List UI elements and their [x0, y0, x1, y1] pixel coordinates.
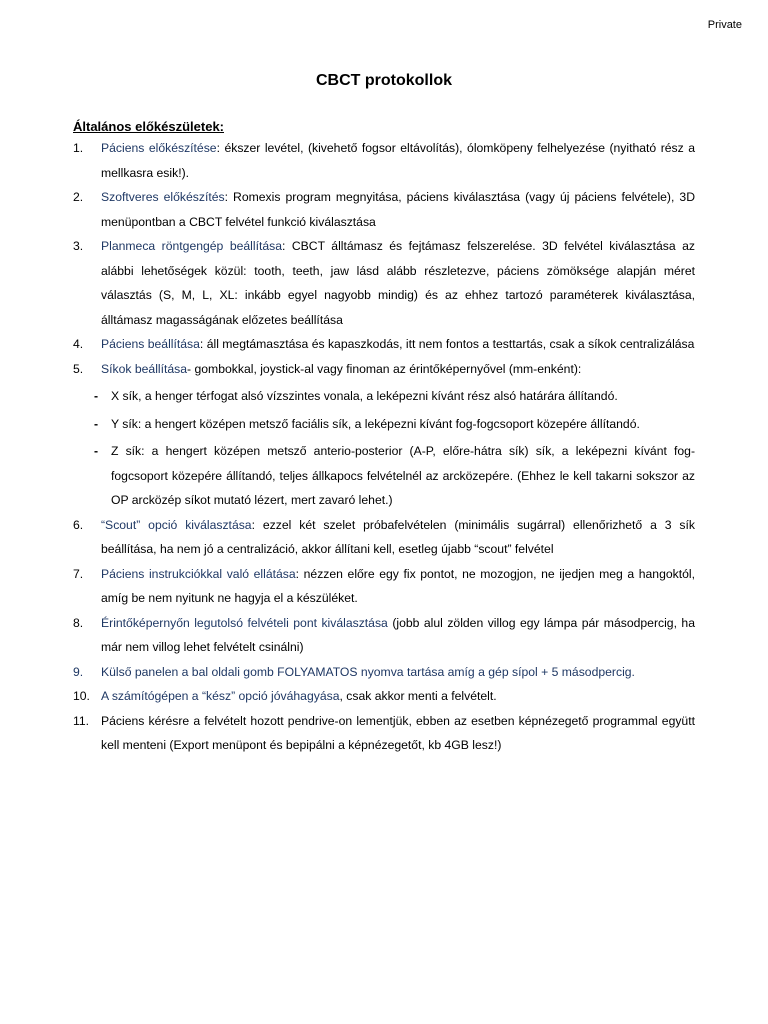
item-body: (jobb alul zölden villog egy lámpa pár másodpercig, ha már nem villog lehet felvételt csinálni) — [101, 615, 695, 654]
item-highlight: Páciens instrukciókkal való ellátása — [101, 566, 296, 581]
list-item — [73, 332, 695, 357]
list-item — [73, 185, 695, 234]
item-highlight: Páciens előkészítése — [101, 141, 217, 155]
item-separator: : — [224, 190, 234, 204]
item-separator: : — [282, 239, 292, 253]
sub-item-text: Y sík: a hengert középen metsző faciális sík, a leképezni kívánt fog-fogcsoport közepére állítandó. — [111, 416, 640, 431]
item-text — [101, 562, 695, 611]
protocol-list — [73, 136, 695, 758]
item-body: gombokkal, joystick-al vagy finoman az érintőképernyővel (mm-enként): — [194, 361, 582, 376]
sub-list — [73, 384, 695, 513]
item-separator: : — [251, 517, 263, 532]
item-highlight: Páciens beállítása — [101, 337, 200, 351]
dash-bullet: - — [93, 389, 99, 403]
page-title: CBCT protokollok — [316, 72, 452, 89]
item-highlight: Planmeca röntgengép beállítása — [101, 239, 282, 253]
item-separator: , — [339, 689, 347, 703]
list-item — [73, 513, 695, 562]
list-item — [73, 136, 695, 185]
sub-item-text: Z sík: a hengert középen metsző anterio-posterior (A-P, előre-hátra sík) sík, a leképezni kívánt fog-fogcsoport közepére állítandó, teljes állkapocs felvételnél az arcközepére. (Ehhez le kell takarni sokszor az OP arcközép síkot mutató lézert, mert zavaró lehet.) — [111, 444, 695, 507]
item-separator: : — [295, 566, 304, 581]
item-text — [101, 709, 695, 758]
item-text — [101, 513, 695, 562]
sub-list-item — [73, 439, 695, 513]
item-text — [101, 660, 695, 685]
item-text — [101, 185, 695, 234]
item-body: csak akkor menti a felvételt. — [346, 689, 497, 703]
item-highlight: Külső panelen a bal oldali gomb FOLYAMATOS nyomva tartása amíg a gép sípol + 5 másodpercig. — [101, 664, 635, 679]
item-body: CBCT álltámasz és fejtámasz felszerelése. 3D felvétel kiválasztása az alábbi lehetőségek közül: tooth, teeth, jaw lásd alább részletezve, páciens zömöksége alapján méret választás (S, M, L, XL: inkább egyel nagyobb mindig) és az ehhez tartozó paraméterek kiválasztása, álltámasz magasságának előzetes beállítása — [101, 239, 696, 327]
item-number: 6. — [73, 517, 84, 532]
item-number: 11. — [73, 713, 90, 728]
item-text — [101, 611, 695, 660]
item-body: ékszer levétel, (kivehető fogsor eltávolítás), ólomköpeny felhelyezése (nyitható rész a mellkasra esik!). — [101, 141, 695, 180]
sub-list-item — [73, 384, 695, 409]
list-item — [73, 611, 695, 660]
item-text — [101, 234, 695, 332]
list-item — [73, 684, 695, 709]
item-number: 3. — [73, 239, 84, 253]
item-number: 4. — [73, 337, 84, 351]
item-separator: : — [216, 141, 225, 155]
list-item — [73, 234, 695, 332]
item-separator: : — [199, 337, 207, 351]
item-text — [101, 684, 695, 709]
dash-bullet: - — [93, 416, 99, 431]
item-number: 2. — [73, 190, 84, 204]
list-item — [73, 709, 695, 758]
item-body: Páciens kérésre a felvételt hozott pendrive-on lementjük, ebben az esetben képnézegető programmal együtt kell menteni (Export menüpont és bepipálni a képnézegetőt, kb 4GB lesz!) — [101, 713, 695, 752]
section-heading: Általános előkészületek: — [73, 119, 224, 134]
item-highlight: Érintőképernyőn legutolsó felvételi pont kiválasztása — [101, 615, 388, 630]
item-highlight: “Scout” opció kiválasztása — [101, 517, 252, 532]
item-body: Romexis program megnyitása, páciens kiválasztása (vagy új páciens felvétele), 3D menüpontban a CBCT felvétel funkció kiválasztása — [101, 190, 696, 229]
item-number: 1. — [73, 141, 84, 155]
item-number: 8. — [73, 615, 84, 630]
list-item — [73, 357, 695, 382]
item-highlight: Síkok beállítása — [101, 361, 188, 376]
item-number: 9. — [73, 664, 84, 679]
sub-list-item — [73, 412, 695, 437]
item-body: áll megtámasztása és kapaszkodás, itt nem fontos a testtartás, csak a síkok centralizálása — [206, 337, 695, 351]
dash-bullet: - — [93, 444, 99, 458]
item-number: 7. — [73, 566, 84, 581]
item-text — [101, 357, 695, 382]
sub-item-text: X sík, a henger térfogat alsó vízszintes vonala, a leképezni kívánt rész alsó határára állítandó. — [111, 389, 618, 403]
item-text — [101, 136, 695, 185]
item-separator: - — [187, 361, 195, 376]
item-highlight: Szoftveres előkészítés — [101, 190, 225, 204]
item-number: 5. — [73, 361, 84, 376]
item-body: nézzen előre egy fix pontot, ne mozogjon, ne ijedjen meg a hangoktól, amíg be nem nyitunk ne hagyja el a készüléket. — [101, 566, 695, 605]
list-item — [73, 660, 695, 685]
item-number: 10. — [73, 689, 90, 703]
item-text — [101, 332, 695, 357]
private-label: Private — [707, 19, 742, 31]
item-highlight: A számítógépen a “kész” opció jóváhagyása — [101, 689, 340, 703]
item-body: ezzel két szelet próbafelvételen (minimális sugárral) ellenőrizhető a 3 sík beállítása, ha nem jó a centralizáció, akkor állítani kell, esetleg újabb “scout” felvétel — [101, 517, 695, 556]
list-item — [73, 562, 695, 611]
